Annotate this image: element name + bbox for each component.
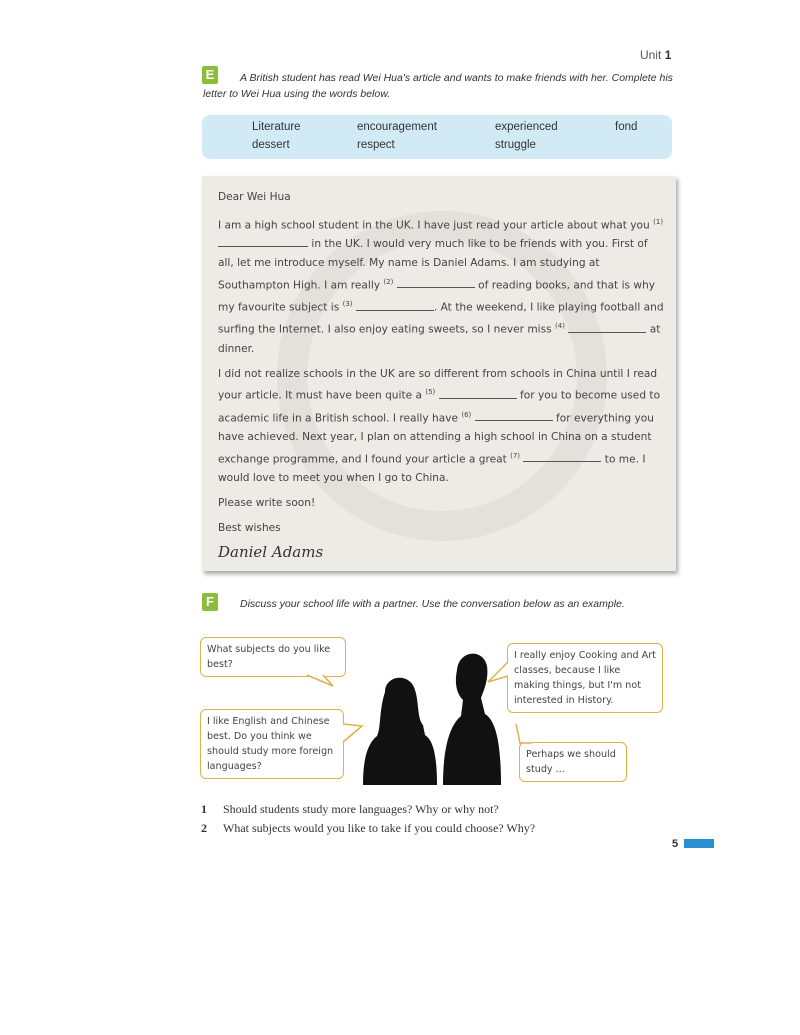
letter-greeting: Dear Wei Hua (218, 191, 291, 203)
section-f-badge: F (202, 593, 218, 611)
bubble-tail-icon (486, 660, 509, 686)
blank-5[interactable] (439, 387, 517, 399)
blank-number: (3) (342, 300, 353, 309)
question-1 (201, 802, 499, 817)
word-item: experienced (495, 121, 558, 133)
letter-text: for everything you have achieved. Next year, I plan on attending a high school in China on a student exchange programme, and I found your article a great (218, 412, 654, 466)
letter-text: I am a high school student in the UK. I have just read your article about what you (218, 219, 650, 232)
blank-number: (5) (425, 388, 436, 397)
bubble-tail-icon (305, 674, 335, 688)
bubble-tail-icon (342, 722, 364, 746)
question-2 (201, 821, 535, 836)
word-item: fond (615, 121, 638, 133)
blank-4[interactable] (568, 321, 646, 333)
word-box (202, 115, 672, 159)
blank-7[interactable] (523, 450, 601, 462)
section-e-instruction: A British student has read Wei Hua's article and wants to make friends with her. Complete his letter to Wei Hua using the words below. (203, 72, 673, 100)
letter-closing-1: Please write soon! (218, 496, 316, 509)
blank-3[interactable] (356, 299, 434, 311)
letter-paragraph-2 (218, 365, 666, 488)
speech-bubble-3: I really enjoy Cooking and Art classes, because I like making things, but I'm not interested in History. (507, 643, 663, 713)
blank-2[interactable] (397, 276, 475, 288)
letter-closing-2: Best wishes (218, 521, 281, 534)
blank-number: (4) (555, 322, 565, 331)
speech-bubble-4: Perhaps we should study ... (519, 742, 627, 782)
letter-text: at dinner. (218, 323, 661, 355)
letter-paragraph-1 (218, 213, 666, 359)
letter-text: of reading books, and that is why my favourite subject is (218, 279, 656, 314)
unit-number: 1 (664, 48, 672, 62)
letter-text: I did not realize schools in the UK are so different from schools in China until I read your article. It must have been quite a (218, 367, 658, 402)
section-f-instruction: Discuss your school life with a partner. Use the conversation below as an example. (240, 598, 625, 610)
speech-bubble-2: I like English and Chinese best. Do you think we should study more foreign languages? (200, 709, 344, 779)
blank-6[interactable] (475, 409, 553, 421)
section-e-badge: E (202, 66, 218, 84)
letter-text: to me. I would love to meet you when I go to China. (218, 453, 646, 485)
question-text: Should students study more languages? Why or why not? (223, 802, 499, 816)
word-item: Literature (252, 121, 301, 133)
unit-header (640, 48, 671, 62)
blank-number: (1) (653, 217, 664, 226)
blank-1[interactable] (218, 235, 308, 247)
question-text: What subjects would you like to take if you could choose? Why? (223, 821, 536, 835)
blank-number: (7) (510, 451, 521, 460)
letter-body (218, 188, 666, 568)
page-number-bar (684, 839, 714, 848)
letter-signature: Daniel Adams (218, 543, 324, 562)
blank-number: (2) (383, 277, 394, 286)
blank-number: (6) (461, 410, 472, 419)
page-number: 5 (672, 838, 679, 850)
letter-text: for you to become used to academic life in a British school. I really have (218, 389, 661, 425)
word-item: encouragement (357, 121, 437, 133)
word-item: respect (357, 139, 395, 151)
letter-text: in the UK. I would very much like to be friends with you. First of all, let me introduce myself. My name is Daniel Adams. I am studying at Southampton High. I am really (218, 238, 648, 292)
question-number: 1 (201, 802, 207, 816)
speech-bubble-1: What subjects do you like best? (200, 637, 346, 677)
word-item: dessert (252, 139, 290, 151)
letter-text: . At the weekend, I like playing football and surfing the Internet. I also enjoy eating sweets, so I never miss (218, 301, 664, 336)
word-item: struggle (495, 139, 536, 151)
letter-card (202, 176, 676, 571)
question-number: 2 (201, 821, 207, 835)
unit-label: Unit (640, 48, 662, 62)
bubble-tail-icon (512, 722, 536, 744)
